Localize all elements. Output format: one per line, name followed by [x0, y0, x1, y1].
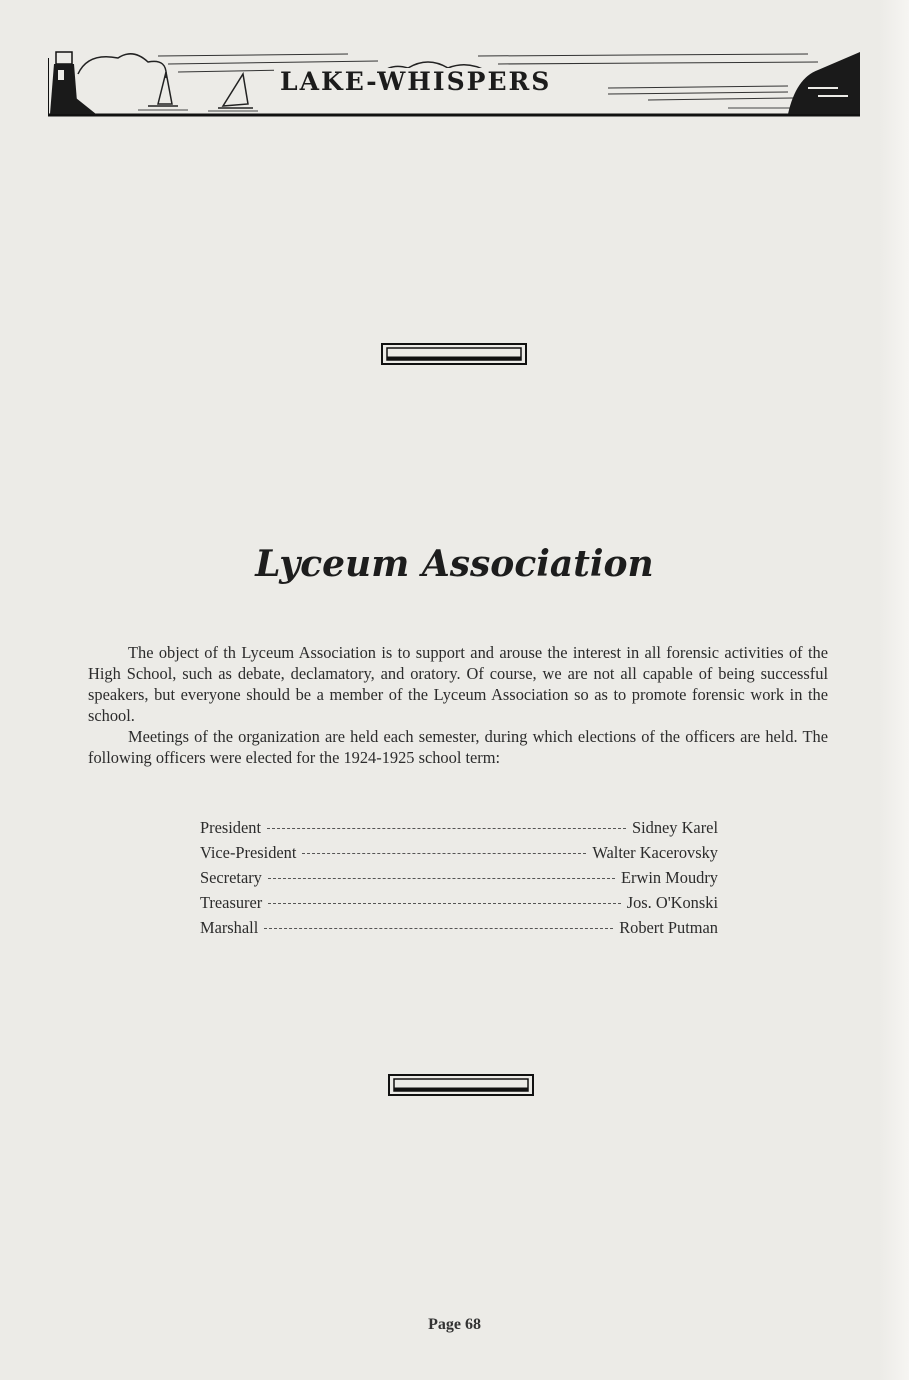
- ornament-bar-icon: [381, 343, 527, 365]
- officer-name: Erwin Moudry: [621, 868, 718, 887]
- officer-role: Marshall: [200, 918, 259, 937]
- section-heading: Lyceum Association: [255, 543, 654, 585]
- paragraph: The object of th Lyceum Association is to support and arouse the interest in all forensic activities of the High School, such as debate, declamatory, and oratory. Of course, we are not all capable of being successful speakers, but everyone should be a member of the Lyceum Association so as to promote forensic work in the school.: [88, 643, 828, 725]
- leader-dots: [302, 853, 586, 854]
- sailboat-icon: [148, 72, 253, 108]
- paragraph: Meetings of the organization are held each semester, during which elections of the officers are held. The following officers were elected for the 1924-1925 school term:: [88, 727, 828, 767]
- leader-dots: [268, 878, 615, 879]
- officer-role: Vice-President: [200, 843, 297, 862]
- cliff-icon: [788, 52, 860, 114]
- body-text: [88, 642, 828, 768]
- officer-name: Jos. O'Konski: [626, 893, 718, 912]
- banner-title: LAKE-WHISPERS: [274, 68, 557, 96]
- officer-name: Walter Kacerovsky: [592, 843, 718, 862]
- officer-row: [200, 915, 718, 940]
- officer-row: [200, 815, 718, 840]
- page-number: Page 68: [428, 1316, 481, 1333]
- officer-row: [200, 890, 718, 915]
- officer-name: Robert Putman: [619, 918, 718, 937]
- leader-dots: [267, 828, 626, 829]
- officer-name: Sidney Karel: [631, 818, 718, 837]
- officer-row: [200, 840, 718, 865]
- page-edge: [879, 0, 909, 1380]
- leader-dots: [268, 903, 620, 904]
- officer-role: President: [200, 818, 262, 837]
- officer-role: Treasurer: [200, 893, 263, 912]
- leader-dots: [264, 928, 613, 929]
- officer-row: [200, 865, 718, 890]
- officers-list: [200, 815, 718, 940]
- officer-role: Secretary: [200, 868, 262, 887]
- header-banner: [48, 48, 860, 118]
- ornament-bar-icon: [388, 1074, 534, 1096]
